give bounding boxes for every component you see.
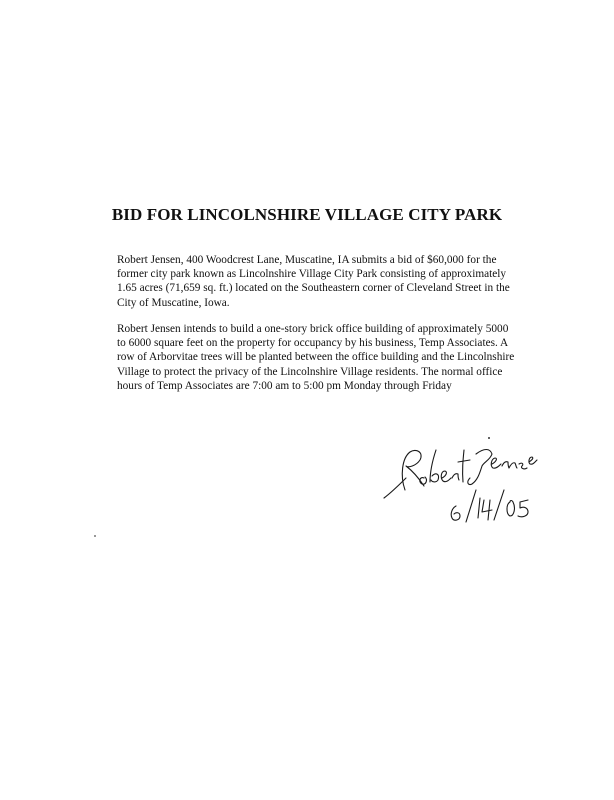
scan-speck bbox=[94, 535, 96, 537]
bid-paragraph: Robert Jensen, 400 Woodcrest Lane, Muscatine, IA submits a bid of $60,000 for the former city park known as Lincolnshire Village City Park consisting of approximately 1.65 acres (71,659 sq. ft.) located on the Southeastern corner of Cleveland Street in the City of Muscatine, Iowa. bbox=[117, 254, 510, 309]
handwritten-signature bbox=[372, 428, 547, 540]
document-title: BID FOR LINCOLNSHIRE VILLAGE CITY PARK bbox=[111, 205, 503, 224]
intent-paragraph: Robert Jensen intends to build a one-story brick office building of approximately 5000 to 6000 square feet on the property for occupancy by his business, Temp Associates. A row of Arborvitae trees will be planted between the office building and the Lincolnshire Village to protect the privacy of the Lincolnshire Village residents. The normal office hours of Temp Associates are 7:00 am to 5:00 pm Monday through Friday bbox=[117, 323, 515, 392]
scan-speck bbox=[488, 437, 490, 439]
